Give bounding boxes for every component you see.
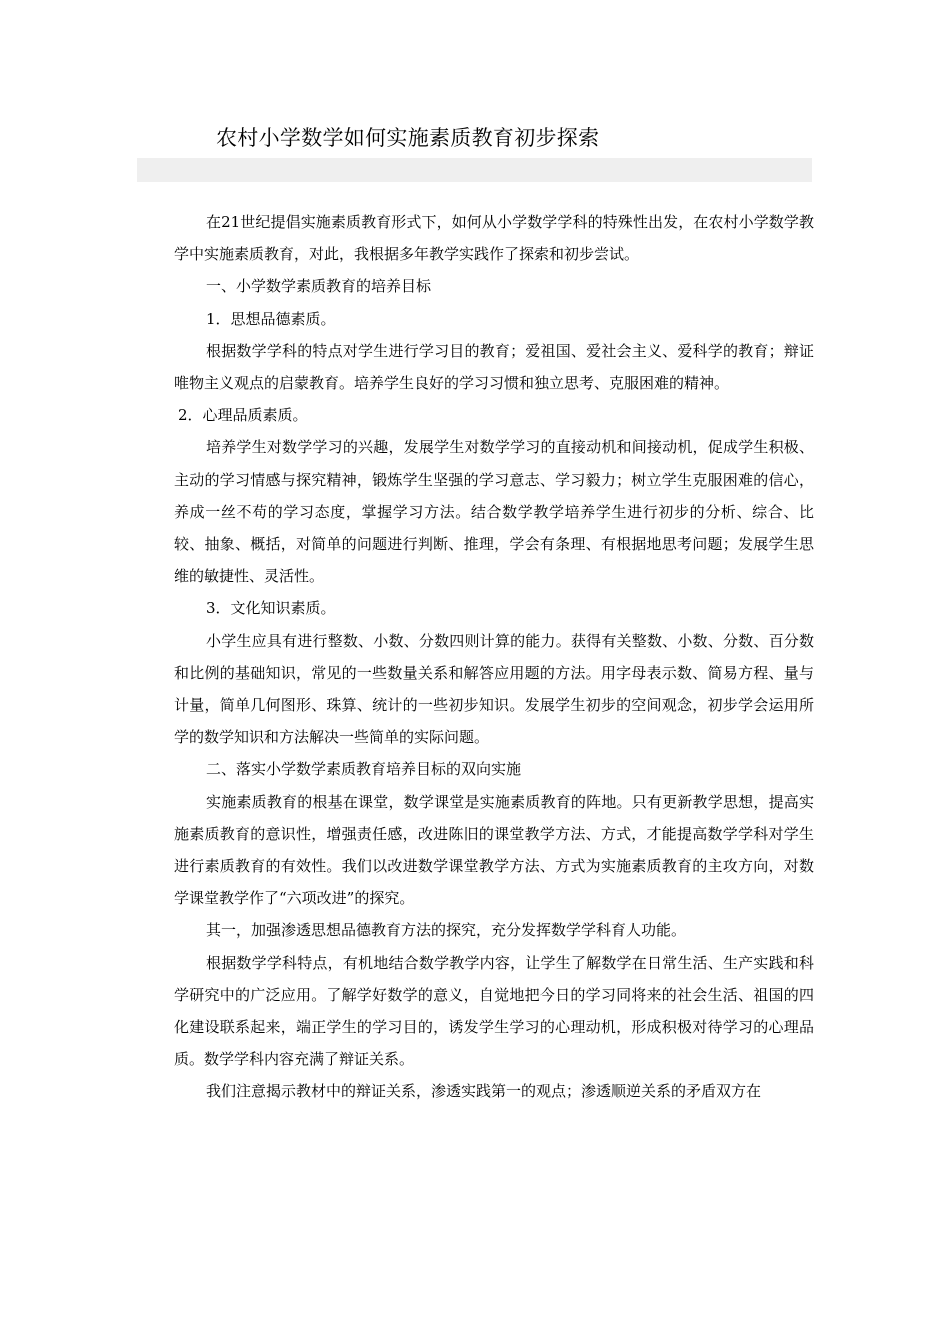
section-heading-2: 二、落实小学数学素质教育培养目标的双向实施 [206,760,522,779]
paragraph-psychological-quality: 培养学生对数学学习的兴趣，发展学生对数学学习的直接动机和间接动机，促成学生积极、主动的学习情感与探究精神，锻炼学生坚强的学习意志、学习毅力；树立学生克服困难的信心，养成一丝不苟的学习态度，掌握学习方法。结合数学教学培养学生进行初步的分析、综合、比较、抽象、概括，对简单的问题进行判断、推理，学会有条理、有根据地思考问题；发展学生思维的敏捷性、灵活性。 [174,438,814,586]
paragraph-first-point: 其一，加强渗透思想品德教育方法的探究，充分发挥数学学科育人功能。 [206,921,687,940]
paragraph-dialectics: 我们注意揭示教材中的辩证关系，渗透实践第一的观点；渗透顺逆关系的矛盾双方在 [206,1082,762,1101]
paragraph-intro: 在21世纪提倡实施素质教育形式下，如何从小学数学学科的特殊性出发，在农村小学数学教学中实施素质教育，对此，我根据多年教学实践作了探索和初步尝试。 [174,213,814,264]
paragraph-subject-features: 根据数学学科特点，有机地结合数学教学内容，让学生了解数学在日常生活、生产实践和科学研究中的广泛应用。了解学好数学的意义，自觉地把今日的学习同将来的社会生活、祖国的四化建设联系起来，端正学生的学习目的，诱发学生学习的心理动机，形成积极对待学习的心理品质。数学学科内容充满了辩证关系。 [174,953,814,1069]
paragraph-moral-quality: 根据数学学科的特点对学生进行学习目的教育；爱祖国、爱社会主义、爱科学的教育；辩证唯物主义观点的启蒙教育。培养学生良好的学习习惯和独立思考、克服困难的精神。 [174,341,814,393]
paragraph-classroom: 实施素质教育的根基在课堂，数学课堂是实施素质教育的阵地。只有更新教学思想，提高实施素质教育的意识性，增强责任感，改进陈旧的课堂教学方法、方式，才能提高数学学科对学生进行素质教育的有效性。我们以改进数学课堂教学方法、方式为实施素质教育的主攻方向，对数学课堂教学作了“六项改进”的探究。 [174,792,814,908]
document-title: 农村小学数学如何实施素质教育初步探索 [216,126,600,150]
subheading-moral-quality: 1．思想品德素质。 [206,309,336,328]
title-shading-band [137,158,812,182]
document-body [174,206,814,1108]
subheading-knowledge-quality: 3．文化知识素质。 [206,599,336,618]
paragraph-knowledge-quality: 小学生应具有进行整数、小数、分数四则计算的能力。获得有关整数、小数、分数、百分数和比例的基础知识，常见的一些数量关系和解答应用题的方法。用字母表示数、简易方程、量与计量，简单几何图形、珠算、统计的一些初步知识。发展学生初步的空间观念，初步学会运用所学的数学知识和方法解决一些简单的实际问题。 [174,631,814,747]
section-heading-1: 一、小学数学素质教育的培养目标 [206,277,432,296]
subheading-psychological-quality: 2．心理品质素质。 [178,406,308,425]
